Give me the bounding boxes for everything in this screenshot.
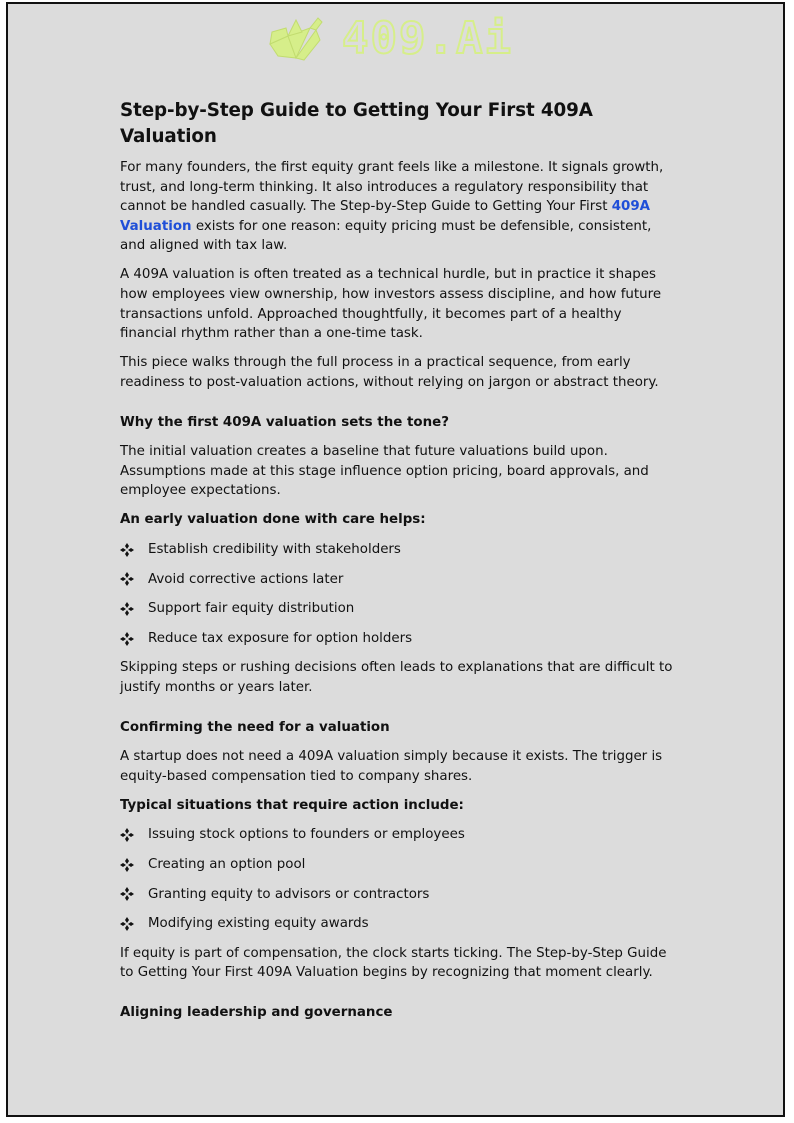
list-item [120,914,676,934]
origami-crane-icon [266,14,328,64]
brand-logo-text: 409.Ai [342,13,513,64]
list-item-text: Avoid corrective actions later [148,571,344,587]
list-item-text: Granting equity to advisors or contractors [148,886,430,902]
section2-lead: Typical situations that require action include: [120,797,464,813]
list-item-text: Reduce tax exposure for option holders [148,630,413,646]
section-heading-tone: Why the first 409A valuation sets the tone? [120,414,449,430]
list-item-text: Modifying existing equity awards [148,916,369,932]
intro-paragraph-2: A 409A valuation is often treated as a technical hurdle, but in practice it shapes how employees view ownership, how investors assess discipline, and how future transactions unfold. Approached thoughtfully, it becomes part of a healthy financial rhythm rather than a one-time task. [120,267,662,342]
diamond-bullet-icon [120,887,134,901]
diamond-bullet-icon [120,858,134,872]
diamond-bullet-icon [120,543,134,557]
brand-logo [266,14,513,64]
section1-paragraph-2: Skipping steps or rushing decisions often leads to explanations that are difficult to justify months or years later. [120,660,673,695]
list-item-text: Issuing stock options to founders or employees [148,827,465,843]
article [120,98,676,1033]
section-heading-leadership: Aligning leadership and governance [120,1005,393,1020]
section2-paragraph-2: If equity is part of compensation, the clock starts ticking. The Step-by-Step Guide to Getting Your First 409A Valuation begins by recognizing that moment clearly. [120,945,667,981]
intro-text-after-link: exists for one reason: equity pricing must be defensible, consistent, and aligned with tax law. [120,218,652,254]
section2-bullet-list [120,825,676,933]
list-item [120,825,676,845]
diamond-bullet-icon [120,602,134,616]
list-item [120,540,676,560]
list-item-text: Creating an option pool [148,857,306,873]
section1-lead: An early valuation done with care helps: [120,512,426,528]
section2-paragraph-1: A startup does not need a 409A valuation simply because it exists. The trigger is equity-based compensation tied to company shares. [120,749,663,784]
diamond-bullet-icon [120,632,134,646]
section1-bullet-list [120,540,676,648]
list-item [120,855,676,875]
page-title: Step-by-Step Guide to Getting Your First 409A Valuation [120,100,593,147]
list-item [120,629,676,649]
diamond-bullet-icon [120,572,134,586]
section-heading-confirming-need: Confirming the need for a valuation [120,719,390,735]
document-page [6,2,785,1117]
section1-paragraph-1: The initial valuation creates a baseline that future valuations build upon. Assumptions made at this stage influence option pricing, board approvals, and employee expectations. [120,444,649,499]
intro-paragraph-3: This piece walks through the full process in a practical sequence, from early readiness to post-valuation actions, without relying on jargon or abstract theory. [120,355,659,390]
intro-text-before-link: For many founders, the first equity grant feels like a milestone. It signals growth, trust, and long-term thinking. It also introduces a regulatory responsibility that cannot be handled casually. The Step-by-Step Guide to Getting Your First [120,160,664,215]
list-item [120,570,676,590]
409a-valuation-link[interactable]: 409A Valuation [120,199,651,234]
diamond-bullet-icon [120,828,134,842]
intro-paragraph-1 [120,158,676,256]
list-item-text: Establish credibility with stakeholders [148,542,401,557]
list-item [120,599,676,619]
list-item-text: Support fair equity distribution [148,601,355,617]
diamond-bullet-icon [120,917,134,931]
list-item [120,885,676,905]
